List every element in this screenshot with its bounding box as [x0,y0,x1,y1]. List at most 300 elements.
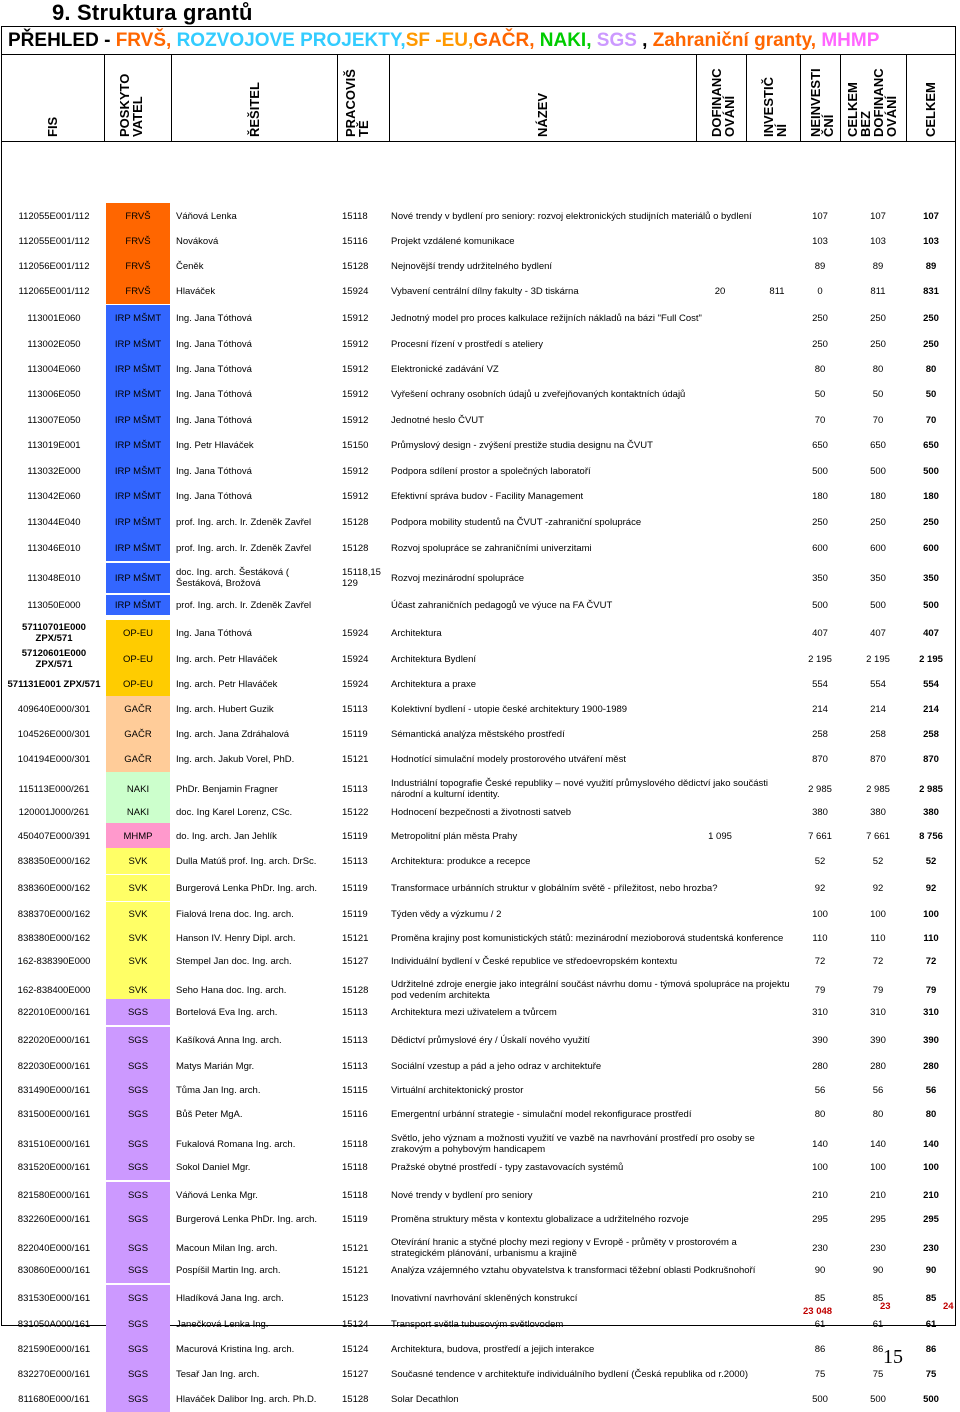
cell-bez: 230 [870,1242,886,1254]
cell-pos: IRP MŠMT [106,407,170,433]
cell-nei: 80 [814,1108,826,1120]
cell-nei: 250 [812,312,828,324]
cell-pra: 15912 [342,338,369,350]
cell-nei: 600 [812,542,828,554]
cell-tot: 230 [923,1242,939,1254]
overview-part: , [642,30,653,51]
cell-naz: Emergentní urbánní strategie - simulační model rekonfigurace prostředí [391,1108,692,1120]
cell-nei: 107 [812,210,828,222]
cell-pra: 15118 [342,1138,368,1150]
cell-pos: OP-EU [106,646,170,672]
cell-tot: 85 [925,1292,937,1304]
cell-res: Dulla Matúš prof. Ing. arch. DrSc. [176,855,317,867]
cell-naz: Transport světla tubusovým světlovodem [391,1318,564,1330]
table-row [2,407,955,433]
cell-nei: 50 [814,388,826,400]
cell-naz: Rozvoj mezinárodní spolupráce [391,572,525,584]
cell-pra: 15122 [342,806,369,818]
cell-pra: 15119 [342,728,368,740]
table-header [2,55,955,142]
cell-res: prof. Ing. arch. Ir. Zdeněk Zavřel [176,516,312,528]
cell-pos: SGS [106,1336,170,1362]
cell-bez: 2 195 [866,653,890,665]
cell-tot: 140 [923,1138,939,1150]
cell-fis: 838370E000/162 [17,908,91,920]
cell-naz: Podpora mobility studentů na ČVUT -zahraniční spolupráce [391,516,642,528]
cell-pra: 15912 [342,465,369,477]
cell-inv: 811 [769,285,785,297]
cell-bez: 61 [872,1318,884,1330]
cell-pra: 15113 [342,1060,368,1072]
cell-res: Tesař Jan Ing. arch. [176,1368,260,1380]
cell-tot: 210 [923,1189,939,1201]
cell-naz: Jednotný model pro proces kalkulace režijních nákladů na bázi "Full Cost" [391,312,702,324]
cell-nei: 280 [812,1060,828,1072]
overview-part: FRVŠ, [115,30,177,51]
cell-naz: Sociální vzestup a pád a jeho odraz v architektuře [391,1060,602,1072]
cell-pos: OP-EU [106,620,170,646]
cell-res: Tůma Jan Ing. arch. [176,1084,261,1096]
cell-res: Ing. arch. Jana Zdráhalová [176,728,290,740]
cell-fis: 113002E050 [27,338,81,350]
cell-pra: 15121 [342,753,369,765]
table-row [2,563,955,593]
cell-tot: 500 [923,1393,939,1405]
cell-res: Ing. Jana Tóthová [176,490,252,502]
cell-dof: 20 [714,285,726,297]
cell-tot: 180 [923,490,939,502]
cell-fis: 104526E000/301 [17,728,91,740]
cell-res: Hlaváček Dalibor Ing. arch. Ph.D. [176,1393,317,1405]
cell-fis: 811680E000/161 [18,1393,90,1405]
overview-title [2,27,955,55]
cell-bez: 600 [870,542,886,554]
cell-naz: Nové trendy v bydlení pro seniory: rozvoj elektronických studijních materiálů o bydlení [391,210,752,222]
cell-fis: 112055E001/112 [18,210,90,222]
cell-nei: 870 [812,753,828,765]
cell-nei: 258 [812,728,828,740]
overview-part: GAČR, [473,30,540,51]
cell-bez: 214 [870,703,886,715]
cell-res: do. Ing. arch. Jan Jehlík [176,830,277,842]
cell-dof [695,1101,745,1127]
table-row [2,1361,955,1387]
cell-res: Hladíková Jana Ing. arch. [176,1292,284,1304]
table-row [2,926,955,950]
cell-res: Ing. Jana Tóthová [176,627,252,639]
cell-pra: 15924 [342,678,369,690]
cell-pos: SGS [106,1285,170,1311]
cell-pra: 15119 [342,882,368,894]
cell-tot: 100 [923,1161,939,1173]
cell-pra: 15128 [342,260,369,272]
cell-tot: 831 [923,285,939,297]
cell-pos: IRP MŠMT [106,535,170,561]
cell-naz: Rozvoj spolupráce se zahraničními univerzitami [391,542,592,554]
header-pracoviste: PRACOVIŠ TĚ [338,55,390,141]
cell-pra: 15116 [342,235,368,247]
cell-pra: 15128 [342,1393,369,1405]
cell-bez: 258 [870,728,886,740]
cell-bez: 50 [872,388,884,400]
cell-pos: SVK [106,973,170,1007]
cell-res: Čeněk [176,260,204,272]
cell-tot: 79 [925,984,937,996]
cell-res: prof. Ing. arch. Ir. Zdeněk Zavřel [176,599,312,611]
table-row [2,356,955,382]
cell-res: Fukalová Romana Ing. arch. [176,1138,296,1150]
table-row [2,432,955,458]
cell-res: Macurová Kristina Ing. arch. [176,1343,295,1355]
header-dofinancovani: DOFINANC OVÁNÍ [697,55,747,141]
cell-pos: SVK [106,948,170,974]
cell-pos: FRVŠ [106,278,170,304]
cell-tot: 407 [923,627,939,639]
cell-pos: SGS [106,1053,170,1079]
table-row [2,902,955,926]
table-row [2,1182,955,1208]
cell-tot: 500 [923,599,939,611]
cell-bez: 250 [870,516,886,528]
table-row [2,721,955,747]
cell-nei: 75 [814,1368,826,1380]
cell-res: Matys Marián Mgr. [176,1060,255,1072]
table-row [2,595,955,615]
cell-fis: 57110701E000 ZPX/571 [22,622,86,644]
cell-res: Ing. arch. Hubert Guzik [176,703,274,715]
cell-dof [695,1336,745,1362]
cell-fis: 162-838390E000 [17,955,91,967]
cell-dof [695,253,745,279]
cell-res: Váňová Lenka Mgr. [176,1189,258,1201]
cell-nei: 2 195 [808,653,832,665]
cell-nei: 110 [812,932,828,944]
cell-bez: 250 [870,338,886,350]
cell-fis: 821580E000/161 [17,1189,91,1201]
cell-pos: NAKI [106,799,170,825]
cell-pra: 15924 [342,627,369,639]
cell-naz: Analýza vzájemného vztahu obyvatelstva k transformaci těžební oblasti Podkrušnohoří [391,1264,756,1276]
cell-pos: SVK [106,926,170,950]
cell-pos: FRVŠ [106,203,170,229]
cell-tot: 50 [925,388,937,400]
table-row [2,305,955,331]
cell-nei: 380 [812,806,828,818]
footer-number-24: 24 [943,1301,954,1312]
overview-part: Zahraniční granty, [652,30,822,51]
cell-naz: Udržitelné zdroje energie jako integrální součást návrhu domu - týmová spolupráce na projektu pod vedením architekta [391,979,790,1001]
cell-fis: 113046E010 [27,542,81,554]
cell-fis: 838380E000/162 [17,932,91,944]
cell-pra: 15118,15 129 [342,567,381,589]
cell-res: Macoun Milan Ing. arch. [176,1242,278,1254]
cell-fis: 450407E000/391 [17,830,91,842]
cell-naz: Architektura Bydlení [391,653,477,665]
cell-pos: IRP MŠMT [106,595,170,615]
cell-naz: Efektivní správa budov - Facility Management [391,490,584,502]
table-row [2,696,955,722]
cell-naz: Hodnocení bezpečnosti a životnosti satveb [391,806,572,818]
cell-naz: Dědictví průmyslové éry / Úskalí nového využití [391,1034,591,1046]
cell-res: Fialová Irena doc. Ing. arch. [176,908,294,920]
cell-pra: 15150 [342,439,369,451]
cell-tot: 61 [925,1318,937,1330]
cell-fis: 120001J000/261 [18,806,90,818]
cell-pos: SGS [106,1127,170,1161]
cell-pra: 15912 [342,312,369,324]
overview-part: PŘEHLED - [8,30,116,51]
cell-bez: 500 [870,1393,886,1405]
cell-tot: 380 [923,806,939,818]
cell-dof [695,1206,745,1232]
cell-fis: 832270E000/161 [17,1368,91,1380]
cell-res: prof. Ing. arch. Ir. Zdeněk Zavřel [176,542,312,554]
cell-naz: Otevírání hranic a styčné plochy mezi regiony v Evropě - průměty v prostorovém a strategickém plánování, urbanismu a krajině [391,1237,737,1259]
table-row [2,746,955,772]
cell-res: Burgerová Lenka PhDr. Ing. arch. [176,1213,317,1225]
table-row [2,1027,955,1053]
cell-res: Ing. Jana Tóthová [176,363,252,375]
cell-tot: 80 [925,363,937,375]
cell-fis: 162-838400E000 [17,984,91,996]
cell-dof [695,203,745,229]
header-investicni: INVESTIČ NÍ [747,55,801,141]
cell-res: Nováková [176,235,219,247]
cell-tot: 554 [923,678,939,690]
table-row [2,381,955,407]
table-row [2,948,955,974]
header-fis: FIS [2,55,105,141]
cell-nei: 89 [814,260,826,272]
cell-pra: 15128 [342,984,369,996]
cell-res: doc. Ing. arch. Šestáková ( Šestáková, Brožová [176,567,290,589]
cell-pos: NAKI [106,772,170,806]
cell-fis: 822040E000/161 [17,1242,91,1254]
cell-pra: 15124 [342,1318,369,1330]
cell-tot: 214 [923,703,939,715]
cell-dof [695,407,745,433]
cell-fis: 113001E060 [27,312,81,324]
cell-nei: 61 [814,1318,826,1330]
cell-bez: 350 [870,572,886,584]
cell-fis: 822010E000/161 [17,1006,91,1018]
cell-nei: 250 [812,338,828,350]
cell-tot: 250 [923,516,939,528]
header-resitel: ŘEŠITEL [172,55,338,141]
cell-pos: IRP MŠMT [106,483,170,509]
cell-fis: 113032E000 [27,465,81,477]
cell-fis: 113004E060 [27,363,81,375]
table-row [2,1206,955,1232]
cell-res: Váňová Lenka [176,210,237,222]
cell-nei: 92 [814,882,826,894]
cell-fis: 831520E000/161 [17,1161,91,1173]
cell-fis: 571131E001 ZPX/571 [7,678,101,690]
cell-bez: 554 [870,678,886,690]
cell-res: Hanson IV. Henry Dipl. arch. [176,932,296,944]
cell-bez: 92 [872,882,884,894]
cell-tot: 80 [925,1108,937,1120]
cell-fis: 831500E000/161 [17,1108,91,1120]
cell-bez: 280 [870,1060,886,1072]
cell-pra: 15121 [342,932,369,944]
cell-pos: SGS [106,1101,170,1127]
cell-bez: 500 [870,465,886,477]
header-nazev: NÁZEV [390,55,697,141]
cell-fis: 113050E000 [27,599,81,611]
header-poskytovatel: POSKYTO VATEL [105,55,172,141]
cell-dof [695,331,745,357]
cell-naz: Proměna krajiny post komunistických států: mezinárodní mezioborová studentská konference [391,932,784,944]
cell-bez: 100 [870,908,886,920]
cell-nei: 100 [812,908,828,920]
cell-dof [695,1361,745,1387]
cell-pos: FRVŠ [106,253,170,279]
cell-res: Kašíková Anna Ing. arch. [176,1034,282,1046]
cell-bez: 56 [872,1084,884,1096]
cell-res: Seho Hana doc. Ing. arch. [176,984,287,996]
cell-res: Burgerová Lenka PhDr. Ing. arch. [176,882,317,894]
cell-fis: 830860E000/161 [17,1264,91,1276]
cell-res: Ing. Jana Tóthová [176,338,252,350]
cell-dof [695,1257,745,1283]
cell-pos: IRP MŠMT [106,356,170,382]
cell-nei: 250 [812,516,828,528]
cell-nei: 554 [812,678,828,690]
cell-tot: 2 195 [919,653,943,665]
cell-pra: 15119 [342,1213,368,1225]
cell-fis: 104194E000/301 [17,753,91,765]
cell-naz: Solar Decathlon [391,1393,459,1405]
cell-bez: 390 [870,1034,886,1046]
cell-bez: 89 [872,260,884,272]
cell-dof [695,848,745,874]
cell-tot: 52 [925,855,937,867]
cell-fis: 822020E000/161 [17,1034,91,1046]
cell-dof [695,305,745,331]
cell-tot: 103 [923,235,939,247]
cell-nei: 79 [814,984,826,996]
cell-naz: Transformace urbánních struktur v globálním světě - příležitost, nebo hrozba? [391,882,718,894]
cell-pra: 15121 [342,1264,369,1276]
header-celkem-bez: CELKEM BEZ DOFINANC OVÁNÍ [841,55,907,141]
cell-pra: 15128 [342,516,369,528]
cell-naz: Inovativní navrhování skleněných konstrukcí [391,1292,578,1304]
cell-pos: GAČR [106,746,170,772]
table-row [2,535,955,561]
cell-nei: 214 [812,703,828,715]
cell-pra: 15115 [342,1084,368,1096]
cell-naz: Jednotné heslo ČVUT [391,414,484,426]
cell-res: Ing. Jana Tóthová [176,388,252,400]
cell-naz: Současné tendence v architektuře individuálního bydlení (Česká republika od r.2000) [391,1368,749,1380]
cell-dof [695,1182,745,1208]
table-row [2,875,955,901]
table-row [2,999,955,1025]
cell-dof [695,926,745,950]
cell-pra: 15113 [342,855,368,867]
cell-pra: 15924 [342,653,369,665]
cell-pos: IRP MŠMT [106,563,170,593]
cell-tot: 258 [923,728,939,740]
cell-tot: 250 [923,338,939,350]
page-number: 15 [883,1346,903,1368]
cell-bez: 110 [870,932,886,944]
cell-res: Hlaváček [176,285,216,297]
table-row [2,1257,955,1283]
cell-dof [695,1154,745,1180]
cell-naz: Virtuální architektonický prostor [391,1084,524,1096]
footer-sum: 23 048 [803,1306,833,1317]
cell-tot: 89 [925,260,937,272]
grants-table [1,26,956,1405]
cell-bez: 140 [870,1138,886,1150]
cell-nei: 85 [814,1292,826,1304]
cell-dof [695,356,745,382]
cell-pos: SGS [106,1027,170,1053]
cell-dof [695,1285,745,1311]
cell-pra: 15924 [342,285,369,297]
cell-tot: 70 [925,414,937,426]
cell-pra: 15127 [342,955,369,967]
cell-tot: 390 [923,1034,939,1046]
cell-fis: 112055E001/112 [18,235,90,247]
cell-bez: 107 [870,210,886,222]
cell-res: Janečková Lenka Ing. [176,1318,269,1330]
cell-bez: 380 [870,806,886,818]
cell-fis: 831510E000/161 [17,1138,91,1150]
cell-tot: 56 [925,1084,937,1096]
cell-fis: 113007E050 [27,414,81,426]
header-neinvesticni: NEINVESTI ČNÍ [801,55,841,141]
cell-res: Stempel Jan doc. Ing. arch. [176,955,292,967]
cell-pos: SGS [106,999,170,1025]
cell-nei: 210 [812,1189,828,1201]
cell-pra: 15116 [342,1108,368,1120]
cell-dof [695,999,745,1025]
cell-dof [695,381,745,407]
cell-bez: 2 985 [866,783,890,795]
cell-bez: 250 [870,312,886,324]
cell-naz: Kolektivní bydlení - utopie české architektury 1900-1989 [391,703,628,715]
cell-fis: 113048E010 [27,572,81,584]
cell-dof [695,875,745,901]
table-row [2,228,955,254]
cell-pos: SGS [106,1182,170,1208]
cell-nei: 407 [812,627,828,639]
cell-pos: GAČR [106,721,170,747]
cell-pos: IRP MŠMT [106,305,170,331]
cell-fis: 115113E000/261 [18,783,90,795]
cell-naz: Vyřešení ochrany osobních údajů u zveřejňovaných kontaktních údajů [391,388,686,400]
cell-dof [695,620,745,646]
cell-pos: SVK [106,875,170,901]
cell-nei: 72 [814,955,826,967]
table-row [2,1053,955,1079]
cell-dof [695,483,745,509]
cell-dof [695,458,745,484]
cell-pos: SGS [106,1361,170,1387]
overview-part: SGS [596,30,643,51]
cell-nei: 310 [812,1006,828,1018]
cell-bez: 870 [870,753,886,765]
cell-dof [695,902,745,926]
cell-pos: SVK [106,848,170,874]
cell-pra: 15128 [342,542,369,554]
table-row [2,278,955,304]
cell-pra: 15912 [342,414,369,426]
cell-nei: 103 [812,235,828,247]
